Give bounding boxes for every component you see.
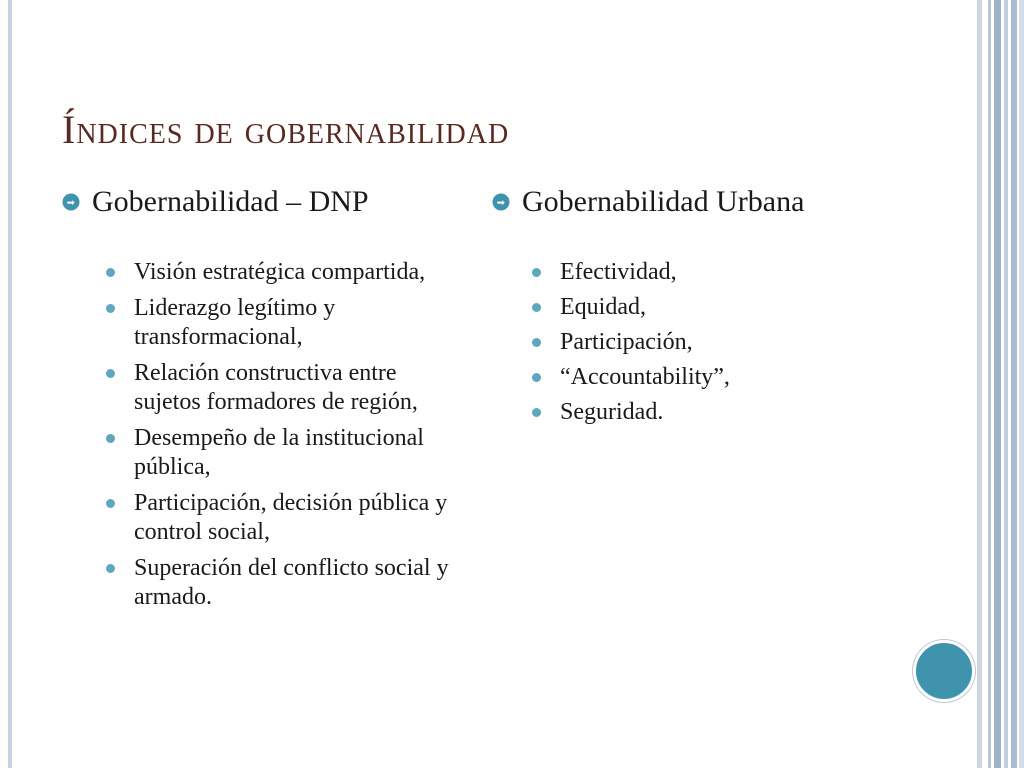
- list-item: [104, 294, 462, 352]
- column-heading-label: Gobernabilidad Urbana: [522, 185, 805, 218]
- decorative-stripe: [1011, 0, 1017, 768]
- list-item: [104, 424, 462, 482]
- bullet-dot-icon: [532, 373, 541, 382]
- list-item-text: Participación,: [560, 329, 693, 355]
- column-heading: [492, 182, 912, 222]
- list-item: [530, 363, 912, 392]
- list-item-text: Efectividad,: [560, 259, 677, 285]
- list-item: [530, 398, 912, 427]
- list-item-text: Desempeño de la institucional pública,: [134, 425, 424, 480]
- list-item: [104, 359, 462, 417]
- list-item-text: Equidad,: [560, 294, 646, 320]
- list-item: [530, 258, 912, 287]
- bullet-dot-icon: [532, 408, 541, 417]
- bullet-dot-icon: [532, 303, 541, 312]
- list-item: [104, 489, 462, 547]
- list-item-text: “Accountability”,: [560, 364, 730, 390]
- list-item-text: Visión estratégica compartida,: [134, 259, 426, 285]
- column-urbana: [492, 182, 912, 433]
- decorative-stripe: [1019, 0, 1024, 768]
- list-item-text: Relación constructiva entre sujetos formadores de región,: [134, 360, 418, 415]
- left-border-line: [8, 0, 12, 768]
- list-item: [530, 293, 912, 322]
- bullet-dot-icon: [106, 499, 115, 508]
- list-item-text: Participación, decisión pública y control social,: [134, 490, 448, 545]
- list-item: [530, 328, 912, 357]
- bullet-dot-icon: [532, 268, 541, 277]
- column-heading: [62, 182, 462, 222]
- list-item: [104, 258, 462, 287]
- decorative-circle: [913, 640, 975, 702]
- bullet-dot-icon: [106, 268, 115, 277]
- bullet-dot-icon: [106, 434, 115, 443]
- bullet-dot-icon: [106, 304, 115, 313]
- bullet-dot-icon: [106, 564, 115, 573]
- decorative-stripe: [977, 0, 982, 768]
- bullet-circle-icon: [492, 193, 510, 211]
- column-dnp: [62, 182, 462, 619]
- list-item: [104, 554, 462, 612]
- list-item-text: Seguridad.: [560, 399, 664, 425]
- list-item-text: Liderazgo legítimo y transformacional,: [134, 295, 336, 350]
- bullet-dot-icon: [532, 338, 541, 347]
- column-heading-label: Gobernabilidad – DNP: [92, 185, 369, 218]
- bullet-dot-icon: [106, 369, 115, 378]
- bullet-circle-icon: [62, 193, 80, 211]
- decorative-stripe: [988, 0, 991, 768]
- list-item-text: Superación del conflicto social y armado.: [134, 555, 449, 610]
- slide-title: Índices de gobernabilidad: [62, 107, 510, 152]
- bullet-list: [530, 258, 912, 427]
- decorative-stripe: [994, 0, 1001, 768]
- decorative-stripe: [1004, 0, 1008, 768]
- bullet-list: [104, 258, 462, 612]
